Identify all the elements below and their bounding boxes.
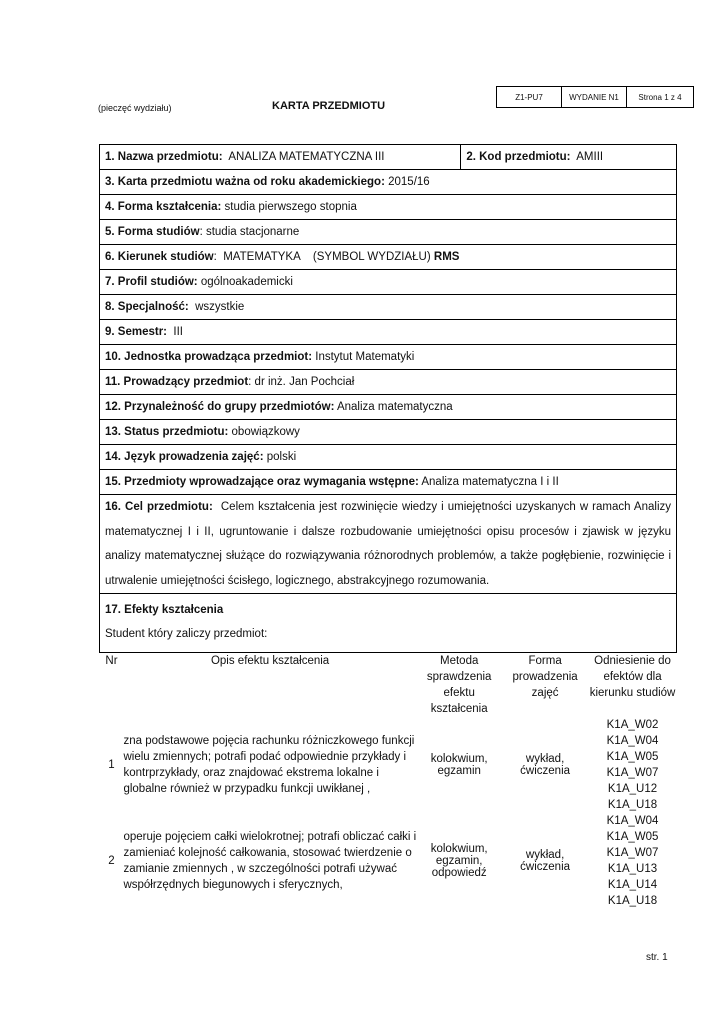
effects-row — [100, 653, 677, 910]
field-label: 9. Semestr: — [105, 326, 168, 338]
field-row-10 — [100, 345, 677, 370]
field-of-study-value: : MATEMATYKA (SYMBOL WYDZIAŁU) — [213, 251, 431, 263]
field-row-13 — [100, 420, 677, 445]
effect-code: K1A_W05 — [606, 751, 659, 764]
lecturer-value: : dr inż. Jan Pochciał — [248, 376, 355, 388]
effects-header-row — [100, 653, 677, 717]
field-label: 10. Jednostka prowadząca przedmiot: — [105, 351, 313, 363]
page-number: str. 1 — [646, 952, 668, 963]
course-name-value: ANALIZA MATEMATYCZNA III — [228, 151, 385, 163]
specialization-value: wszystkie — [195, 301, 245, 313]
field-label: 13. Status przedmiotu: — [105, 426, 229, 438]
effect-nr: 2 — [108, 855, 115, 868]
effect-code: K1A_W04 — [606, 815, 659, 828]
faculty-stamp-label: (pieczęć wydziału) — [98, 103, 172, 113]
effect-method: kolokwium, egzamin, odpowiedź — [430, 843, 488, 880]
learning-outcomes-table — [100, 653, 677, 909]
field-label: 12. Przynależność do grupy przedmiotów: — [105, 401, 335, 413]
effect-code: K1A_U18 — [607, 799, 658, 812]
field-label: 16. Cel przedmiotu: — [105, 501, 213, 513]
field-label: 8. Specjalność: — [105, 301, 189, 313]
document-title: KARTA PRZEDMIOTU — [272, 100, 386, 112]
effect-code: K1A_W07 — [606, 847, 659, 860]
edition-label: WYDANIE N1 — [562, 87, 627, 107]
effect-form: wykład, ćwiczenia — [520, 753, 571, 778]
effect-code: K1A_U18 — [607, 895, 658, 908]
course-name-cell — [100, 145, 461, 170]
teaching-unit-value: Instytut Matematyki — [315, 351, 415, 363]
effect-code: K1A_U14 — [607, 879, 658, 892]
course-code-cell — [461, 145, 677, 170]
field-label: 17. Efekty kształcenia — [105, 604, 224, 617]
course-group-value: Analiza matematyczna — [336, 401, 453, 413]
effects-intro: Student który zaliczy przedmiot: — [105, 628, 268, 641]
course-code-value: AMIII — [576, 151, 604, 163]
table-row — [100, 813, 677, 909]
field-label: 7. Profil studiów: — [105, 276, 198, 288]
field-label: 14. Język prowadzenia zajęć: — [105, 451, 264, 463]
field-row-15 — [100, 470, 677, 495]
field-row-1-2 — [100, 145, 677, 170]
prerequisites-value: Analiza matematyczna I i II — [421, 476, 559, 488]
effect-desc: zna podstawowe pojęcia rachunku różniczkowego funkcji wielu zmiennych; potrafi podać odpowiednie przykłady i kontrprzykłady, oraz znajdować ekstrema lokalne i globalne również w przypadku funkcji uwikłanej , — [123, 735, 415, 796]
field-row-6 — [100, 245, 677, 270]
field-row-7 — [100, 270, 677, 295]
field-row-11 — [100, 370, 677, 395]
effect-nr: 1 — [108, 759, 115, 772]
effect-code: K1A_W05 — [606, 831, 659, 844]
course-status-value: obowiązkowy — [231, 426, 300, 438]
col-header-form: Forma prowadzenia zajęć — [512, 655, 578, 700]
field-row-12 — [100, 395, 677, 420]
page-of-label: Strona 1 z 4 — [638, 92, 682, 102]
field-row-4 — [100, 195, 677, 220]
col-header-ref: Odniesienie do efektów dla kierunku studiów — [589, 655, 676, 700]
field-row-5 — [100, 220, 677, 245]
effect-code: K1A_W04 — [606, 735, 659, 748]
document-code-box — [496, 86, 694, 108]
field-label: 3. Karta przedmiotu ważna od roku akademickiego: — [105, 176, 385, 188]
study-profile-value: ogólnoakademicki — [200, 276, 293, 288]
field-row-14 — [100, 445, 677, 470]
course-goal-cell — [100, 495, 677, 594]
effect-form: wykład, ćwiczenia — [520, 849, 571, 874]
field-label: 5. Forma studiów — [105, 226, 200, 238]
field-row-17 — [100, 594, 677, 653]
effect-desc: operuje pojęciem całki wielokrotnej; potrafi obliczać całki i zamieniać kolejność całkowania, stosować twierdzenie o zamianie zmiennych , w szczególności potrafi używać współrzędnych biegunowych i sferycznych, — [123, 831, 417, 892]
study-form-value: : studia stacjonarne — [199, 226, 300, 238]
field-row-3 — [100, 170, 677, 195]
semester-value: III — [173, 326, 183, 338]
effect-code: K1A_W07 — [606, 767, 659, 780]
effect-code: K1A_W02 — [606, 719, 659, 732]
effect-method: kolokwium, egzamin — [430, 753, 488, 778]
language-value: polski — [266, 451, 297, 463]
course-goal-text: Celem kształcenia jest rozwinięcie wiedzy i umiejętności uzyskanych w ramach Analizy matematycznej I i II, ugruntowanie i dalsze rozbudowanie umiejętności opisu procesów i zjawisk w języku analizy matematycznej służące do rozwiązywania różnorodnych problemów, a także pogłębienie, rozwinięcie i utrwalenie umiejętności ścisłego, logicznego, abstrakcyjnego rozumowania. — [105, 501, 672, 587]
col-header-desc: Opis efektu kształcenia — [210, 655, 330, 668]
field-label: 4. Forma kształcenia: — [105, 201, 222, 213]
col-header-method: Metoda sprawdzenia efektu kształcenia — [426, 655, 492, 716]
academic-year-value: 2015/16 — [388, 176, 430, 188]
effect-codes — [589, 717, 677, 813]
table-row — [100, 717, 677, 813]
field-row-9 — [100, 320, 677, 345]
faculty-symbol: RMS — [433, 251, 460, 263]
field-label: 11. Prowadzący przedmiot — [105, 376, 249, 388]
field-row-8 — [100, 295, 677, 320]
effect-code: K1A_U12 — [607, 783, 658, 796]
effect-code: K1A_U13 — [607, 863, 658, 876]
field-row-16 — [100, 495, 677, 594]
field-label: 6. Kierunek studiów — [105, 251, 214, 263]
form-code: Z1-PU7 — [497, 87, 562, 107]
effect-codes — [589, 813, 677, 909]
course-card-table — [99, 144, 677, 909]
field-label: 2. Kod przedmiotu: — [466, 151, 571, 163]
col-header-nr: Nr — [105, 655, 118, 668]
field-label: 1. Nazwa przedmiotu: — [105, 151, 223, 163]
field-label: 15. Przedmioty wprowadzające oraz wymagania wstępne: — [105, 476, 419, 488]
education-form-value: studia pierwszego stopnia — [224, 201, 357, 213]
